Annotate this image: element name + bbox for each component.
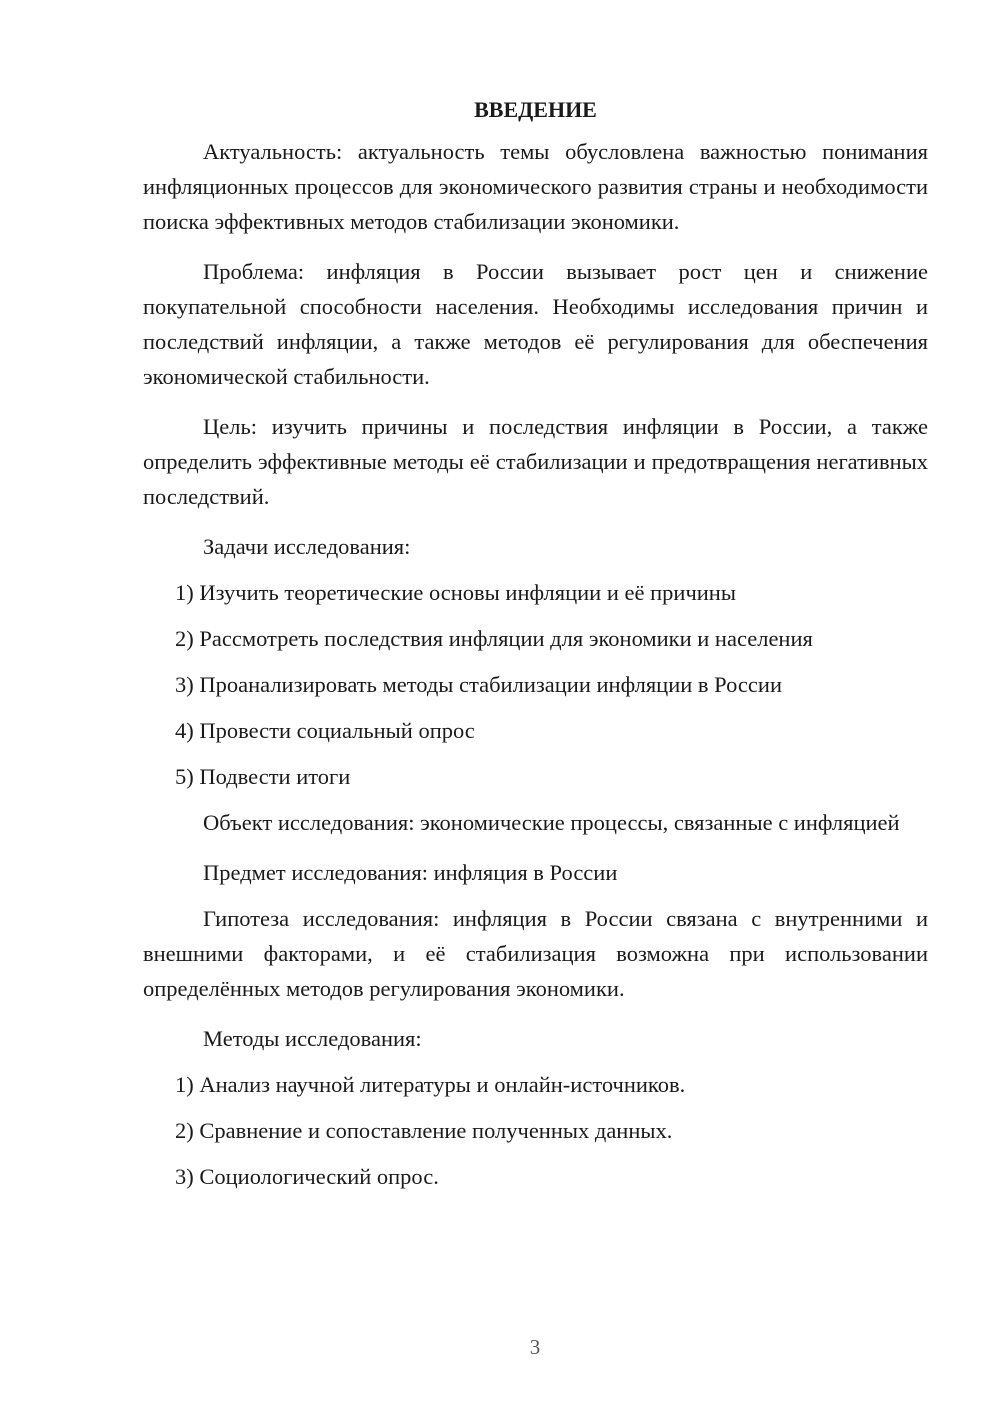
subject-paragraph: Предмет исследования: инфляция в России xyxy=(203,860,618,885)
page-number: 3 xyxy=(529,1335,541,1359)
goal-paragraph: Цель: изучить причины и последствия инфляции в России, а также определить эффективные методы её стабилизации и предотвращения негативных последствий. xyxy=(143,414,928,509)
page-content xyxy=(143,92,928,1205)
task-item: 3) Проанализировать методы стабилизации инфляции в России xyxy=(175,672,782,697)
task-item: 1) Изучить теоретические основы инфляции и её причины xyxy=(175,580,736,605)
object-paragraph: Объект исследования: экономические процессы, связанные с инфляцией xyxy=(203,810,900,835)
section-title: ВВЕДЕНИЕ xyxy=(474,97,597,122)
method-item: 3) Социологический опрос. xyxy=(175,1164,439,1189)
problem-paragraph: Проблема: инфляция в России вызывает рост цен и снижение покупательной способности населения. Необходимы исследования причин и последствий инфляции, а также методов её регулирования для обеспечения экономической стабильности. xyxy=(143,259,928,389)
hypothesis-paragraph: Гипотеза исследования: инфляция в России связана с внутренними и внешними факторами, и её стабилизация возможна при использовании определённых методов регулирования экономики. xyxy=(143,906,928,1001)
relevance-paragraph: Актуальность: актуальность темы обусловлена важностью понимания инфляционных процессов для экономического развития страны и необходимости поиска эффективных методов стабилизации экономики. xyxy=(143,139,928,234)
tasks-heading: Задачи исследования: xyxy=(203,534,411,559)
method-item: 1) Анализ научной литературы и онлайн-источников. xyxy=(175,1072,686,1097)
task-item: 5) Подвести итоги xyxy=(175,764,351,789)
method-item: 2) Сравнение и сопоставление полученных данных. xyxy=(175,1118,673,1143)
task-item: 4) Провести социальный опрос xyxy=(175,718,475,743)
methods-heading: Методы исследования: xyxy=(203,1026,422,1051)
task-item: 2) Рассмотреть последствия инфляции для экономики и населения xyxy=(175,626,813,651)
